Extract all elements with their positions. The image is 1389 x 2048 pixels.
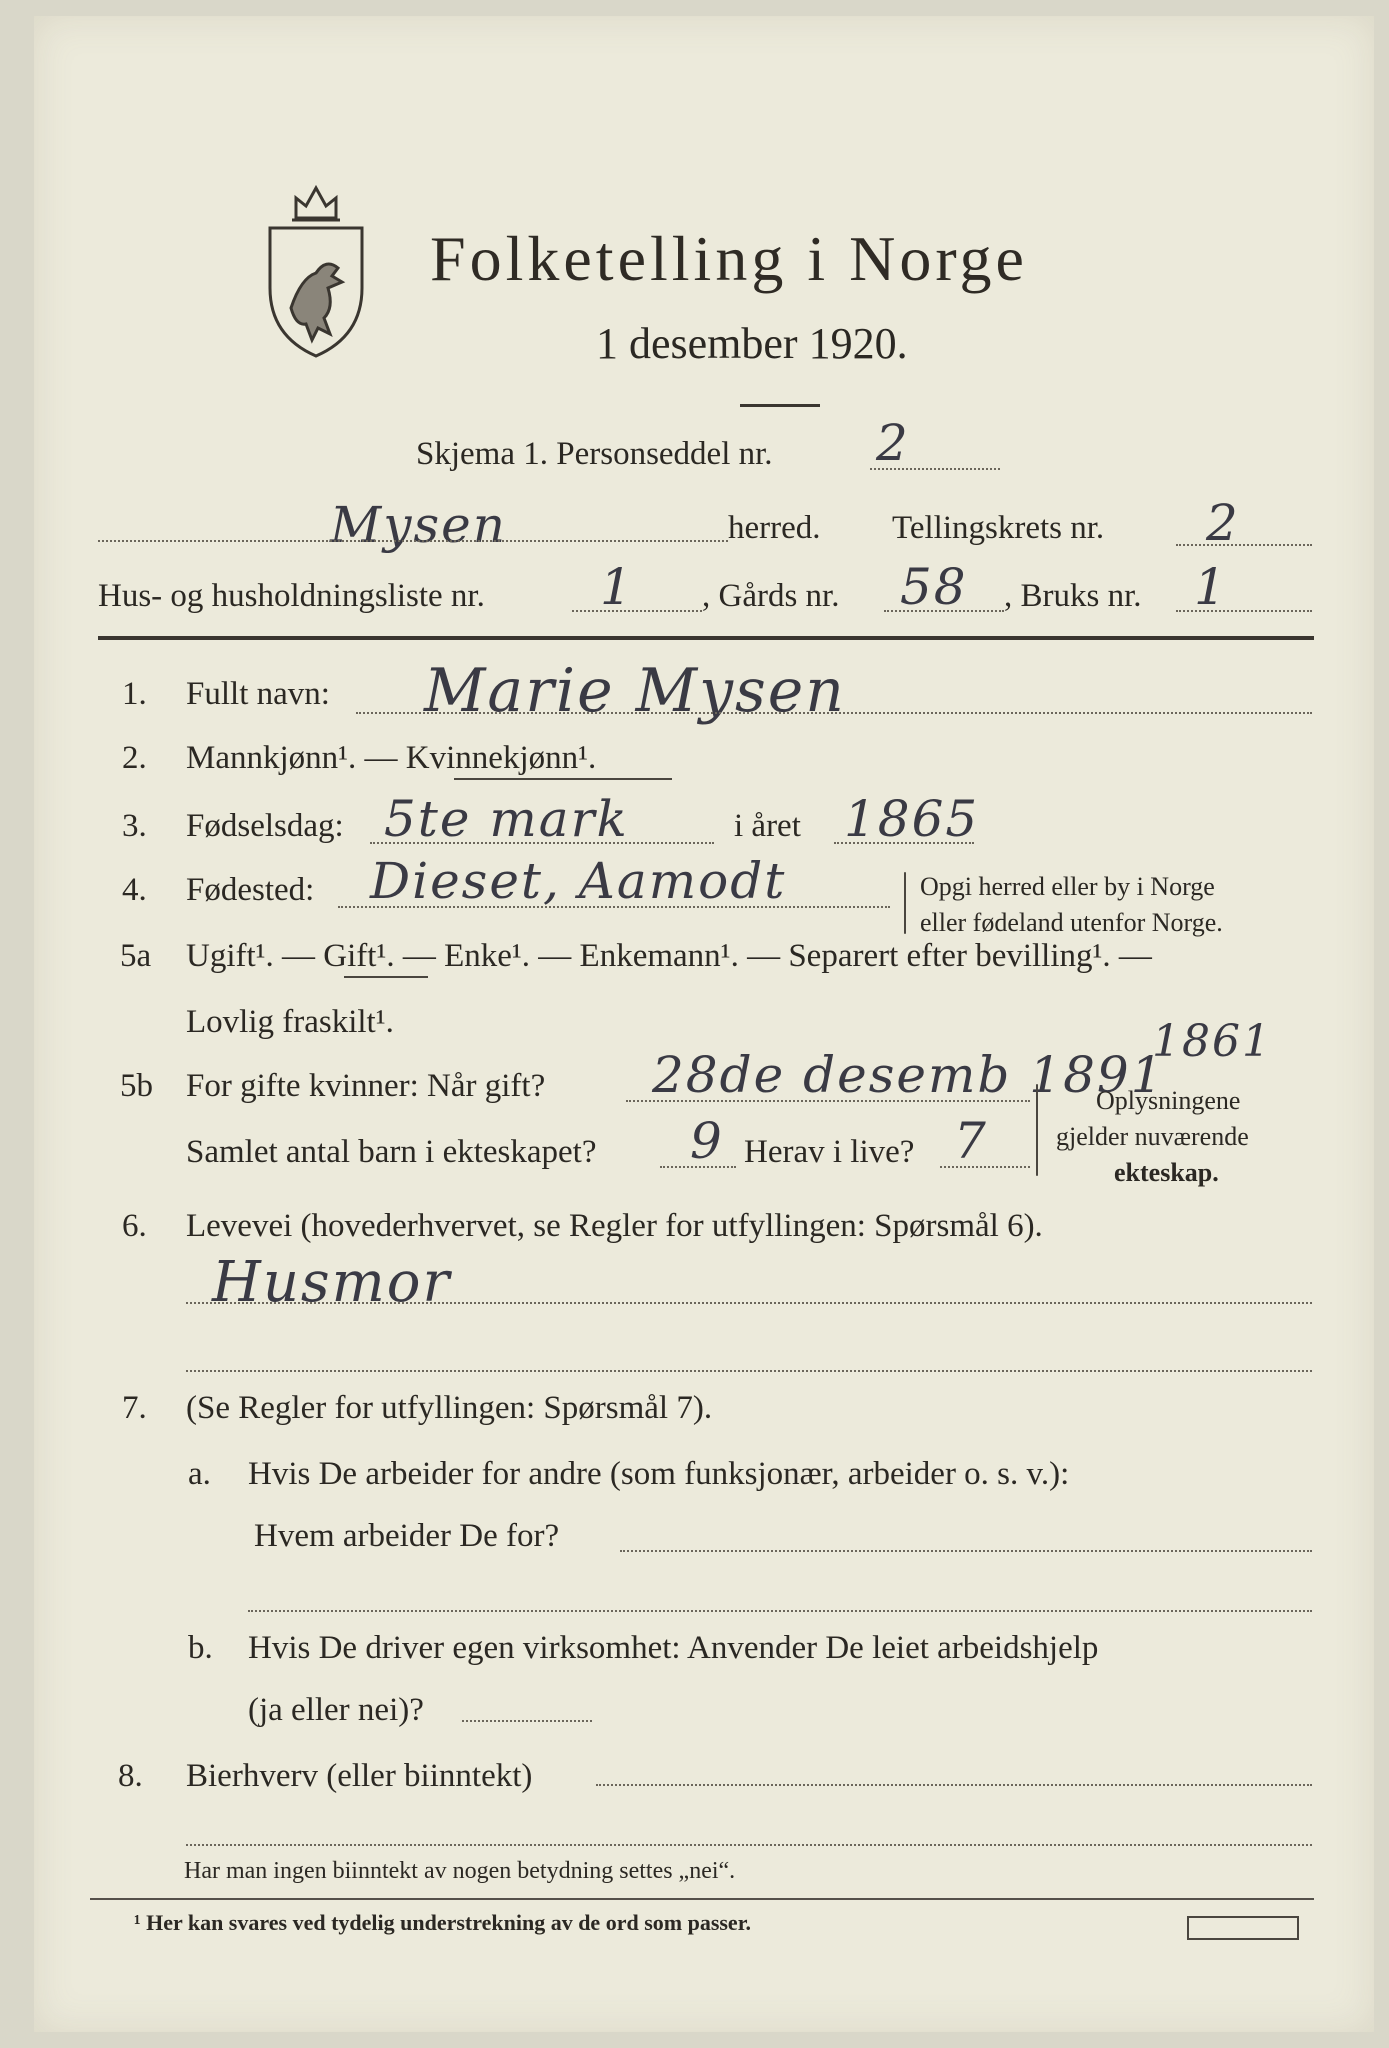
q4-number: 4. [122, 872, 147, 908]
q2-gender-options[interactable]: Mannkjønn¹. — Kvinnekjønn¹. [186, 740, 597, 776]
tellingskrets-nr-value[interactable]: 2 [1206, 494, 1240, 552]
printer-stamp [1187, 1916, 1299, 1940]
herred-line [98, 540, 728, 542]
q4-brace [904, 872, 906, 934]
q8-answer-line2[interactable] [186, 1844, 1312, 1846]
norway-coat-of-arms-icon [256, 158, 376, 358]
form-title: Folketelling i Norge [430, 223, 1028, 294]
q6-occupation-value[interactable]: Husmor [212, 1250, 452, 1315]
q6-number: 6. [122, 1208, 147, 1244]
q1-line [356, 712, 1312, 714]
q5b-live-label: Herav i live? [744, 1134, 915, 1170]
q5b-note-line1: Oplysningene [1096, 1086, 1241, 1115]
q7-label: (Se Regler for utfyllingen: Spørsmål 7). [186, 1390, 713, 1426]
q7a-letter: a. [188, 1456, 211, 1492]
q5b-line [626, 1100, 1030, 1102]
q4-birthplace-value[interactable]: Dieset, Aamodt [370, 852, 787, 910]
husholdning-nr-value[interactable]: 1 [600, 558, 634, 616]
q7a-line2: Hvem arbeider De for? [254, 1518, 560, 1554]
q5b-brace [1036, 1084, 1038, 1176]
q5b-barn-label: Samlet antal barn i ekteskapet? [186, 1134, 597, 1170]
q5b-note-line3: ekteskap. [1114, 1158, 1219, 1187]
q5a-marital-options[interactable]: Ugift¹. — Gift¹. — Enke¹. — Enkemann¹. — Separert efter bevilling¹. — [186, 938, 1152, 974]
q5b-number: 5b [120, 1068, 153, 1104]
footer-divider [90, 1898, 1314, 1900]
q7b-line2: (ja eller nei)? [248, 1692, 424, 1728]
q4-label: Fødested: [186, 872, 315, 908]
q7a-line1: Hvis De arbeider for andre (som funksjonær, arbeider o. s. v.): [248, 1456, 1070, 1492]
q7b-letter: b. [188, 1630, 213, 1666]
q5b-live-line [940, 1166, 1030, 1168]
q5a-gift-underline [344, 976, 428, 978]
q3-year-line [834, 842, 974, 844]
personseddel-nr-value[interactable]: 2 [876, 414, 910, 472]
schema-label: Skjema 1. Personseddel nr. [416, 436, 773, 472]
q3-year-label: i året [734, 808, 801, 844]
q7b-line1: Hvis De driver egen virksomhet: Anvender De leiet arbeidshjelp [248, 1630, 1099, 1666]
tellingskrets-label: Tellingskrets nr. [892, 510, 1105, 546]
q5b-barn-value[interactable]: 9 [690, 1112, 724, 1170]
q5b-married-date-value[interactable]: 28de desemb 1891 [652, 1046, 1165, 1104]
footer-note: Har man ingen biinntekt av nogen betydning settes „nei“. [184, 1858, 736, 1884]
q1-number: 1. [122, 676, 147, 712]
q2-number: 2. [122, 740, 147, 776]
bruks-label: , Bruks nr. [1004, 578, 1142, 614]
bruks-line [1176, 610, 1312, 612]
q6-line2 [186, 1370, 1312, 1372]
q3-birthday-value[interactable]: 5te mark [384, 790, 629, 848]
q4-note-line2: eller fødeland utenfor Norge. [920, 908, 1223, 937]
q5a-number: 5a [120, 938, 152, 974]
q8-label: Bierhverv (eller biinntekt) [186, 1758, 533, 1794]
q5b-note-line2: gjelder nuværende [1056, 1122, 1249, 1151]
title-divider [740, 404, 820, 407]
q1-full-name-value[interactable]: Marie Mysen [424, 656, 846, 726]
q5b-label: For gifte kvinner: Når gift? [186, 1068, 546, 1104]
q1-label: Fullt navn: [186, 676, 330, 712]
header-divider [98, 636, 1314, 640]
q7b-answer-line[interactable] [462, 1720, 592, 1722]
q8-answer-line[interactable] [596, 1784, 1312, 1786]
q4-note-line1: Opgi herred eller by i Norge [920, 872, 1215, 901]
q7a-answer-line[interactable] [620, 1550, 1312, 1552]
gards-label: , Gårds nr. [702, 578, 840, 614]
personseddel-nr-line [870, 468, 1000, 470]
q5b-barn-line [660, 1166, 736, 1168]
q7a-answer-line2[interactable] [248, 1610, 1312, 1612]
husholdning-label: Hus- og husholdningsliste nr. [98, 578, 485, 614]
q4-line [338, 906, 890, 908]
q6-label: Levevei (hovederhvervet, se Regler for utfyllingen: Spørsmål 6). [186, 1208, 1043, 1244]
footnote: ¹ Her kan svares ved tydelig understrekning av de ord som passer. [134, 1910, 751, 1935]
herred-label: herred. [728, 510, 821, 546]
q3-number: 3. [122, 808, 147, 844]
q5b-margin-note: 1861 [1152, 1016, 1272, 1067]
census-date: 1 desember 1920. [596, 319, 908, 368]
q3-label: Fødselsdag: [186, 808, 344, 844]
q6-line1 [186, 1302, 1312, 1304]
tellingskrets-line [1176, 544, 1312, 546]
q7-number: 7. [122, 1390, 147, 1426]
q5b-live-value[interactable]: 7 [954, 1112, 988, 1170]
q8-number: 8. [118, 1758, 143, 1794]
husholdning-line [572, 610, 702, 612]
bruks-nr-value[interactable]: 1 [1194, 558, 1228, 616]
gards-nr-value[interactable]: 58 [900, 558, 968, 616]
q3-line [370, 842, 714, 844]
q3-year-value[interactable]: 1865 [844, 790, 980, 848]
herred-value[interactable]: Mysen [330, 496, 507, 554]
gards-line [884, 610, 1004, 612]
q2-kvinnekjonn-underline [454, 778, 672, 780]
q5a-line2[interactable]: Lovlig fraskilt¹. [186, 1004, 394, 1040]
